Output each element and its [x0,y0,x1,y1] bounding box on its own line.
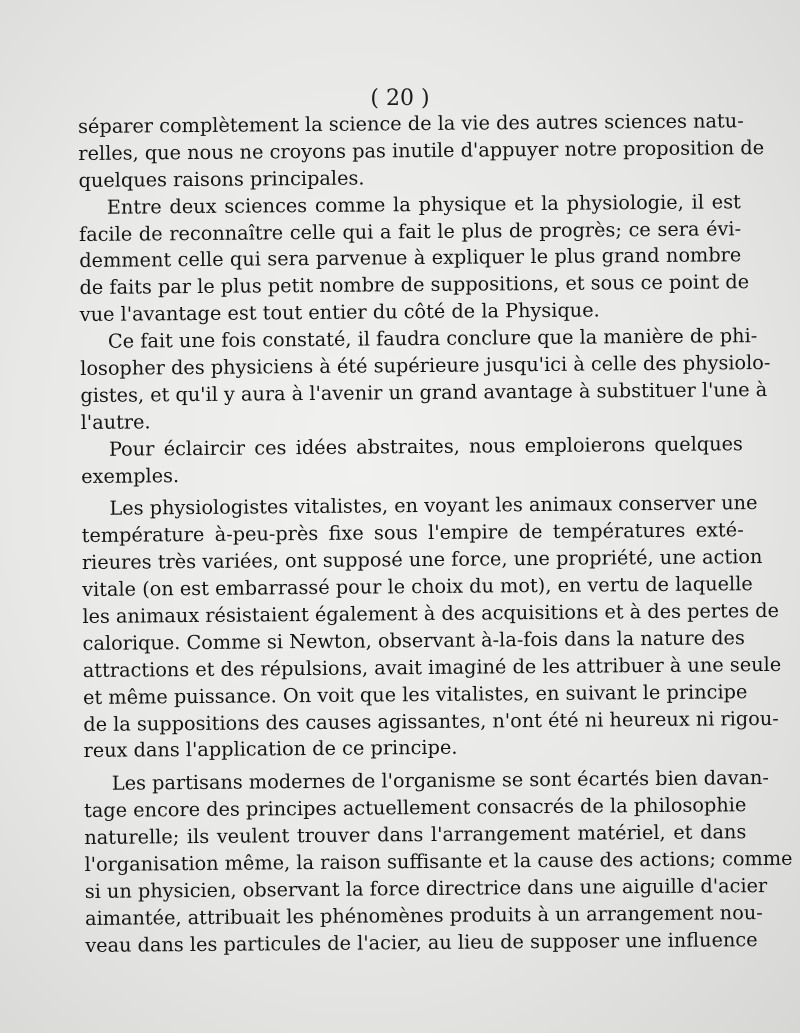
paragraph [78,108,765,194]
text-line: reux dans l'application de ce principe. [83,736,458,763]
text-line: température à-peu-près fixe sous l'empire de températures exté- [81,518,744,548]
text-line: aimantée, attribuait les phénomènes produits à un arrangement nou- [84,900,763,930]
text-line: de faits par le plus petit nombre de suppositions, et sous ce point de [79,270,750,300]
paragraph [81,431,743,491]
text-line: veau dans les particules de l'acier, au lieu de supposer une influence [85,927,758,957]
text-line: relles, que nous ne croyons pas inutile d'appuyer notre proposition de [78,135,765,165]
text-line: quelques raisons principales. [78,166,365,192]
text-line: exemples. [81,463,180,488]
text-line: naturelle; ils veulent trouver dans l'arrangement matériel, et dans [84,820,747,850]
paragraph [81,491,782,766]
text-line: gistes, et qu'il y aura à l'avenir un grand avantage à substituer l'une à [80,377,768,407]
text-line: séparer complètement la science de la vie des autres sciences natu- [78,109,744,138]
text-line: vitale (on est embarrassé pour le choix du mot), en vertu de laquelle [82,572,753,602]
text-line: vue l'avantage est tout entier du côté de la Physique. [79,298,600,327]
text-line: losopher des physiciens à été supérieure jusqu'ici à celle des physiolo- [80,350,771,381]
text-line: rieures très variées, ont supposé une force, une propriété, une action [81,545,763,575]
paragraph [83,766,793,960]
text-line: si un physicien, observant la force directrice dans une aiguille d'acier [84,873,768,903]
text-line: l'organisation même, la raison suffisante et la cause des actions; comme [84,846,793,877]
text-line: tage encore des principes actuellement consacrés de la philosophie [83,793,747,823]
text-line: attractions et des répulsions, avait imaginé de les attribuer à une seule [82,652,782,682]
text-line: l'autre. [80,410,151,434]
text-line: de la suppositions des causes agissantes, n'ont été ni heureux ni rigou- [83,706,779,736]
text-line: Ce fait une fois constaté, il faudra conclure que la manière de phi- [107,324,758,353]
page-number: ( 20 ) [370,86,430,111]
paragraph [80,323,771,436]
body-text [78,108,793,959]
paragraph [78,189,750,329]
text-line: Pour éclaircir ces idées abstraites, nous emploierons quelques [108,431,744,461]
text-line: et même puissance. On voit que les vitalistes, en suivant le principe [82,679,748,709]
text-line: Les partisans modernes de l'organisme se sont écartés bien davan- [111,766,769,796]
text-line: Les physiologistes vitalistes, en voyant les animaux conserver une [109,491,758,521]
text-line: facile de reconnaître celle qui a fait le plus de progrès; ce sera évi- [78,216,742,246]
text-line: Entre deux sciences comme la physique et la physiologie, il est [106,189,741,219]
text-line: demment celle qui sera parvenue à expliquer le plus grand nombre [79,243,742,273]
text-line: calorique. Comme si Newton, observant à-la-fois dans la nature des [82,626,745,655]
text-line: les animaux résistaient également à des acquisitions et à des pertes de [82,598,780,629]
